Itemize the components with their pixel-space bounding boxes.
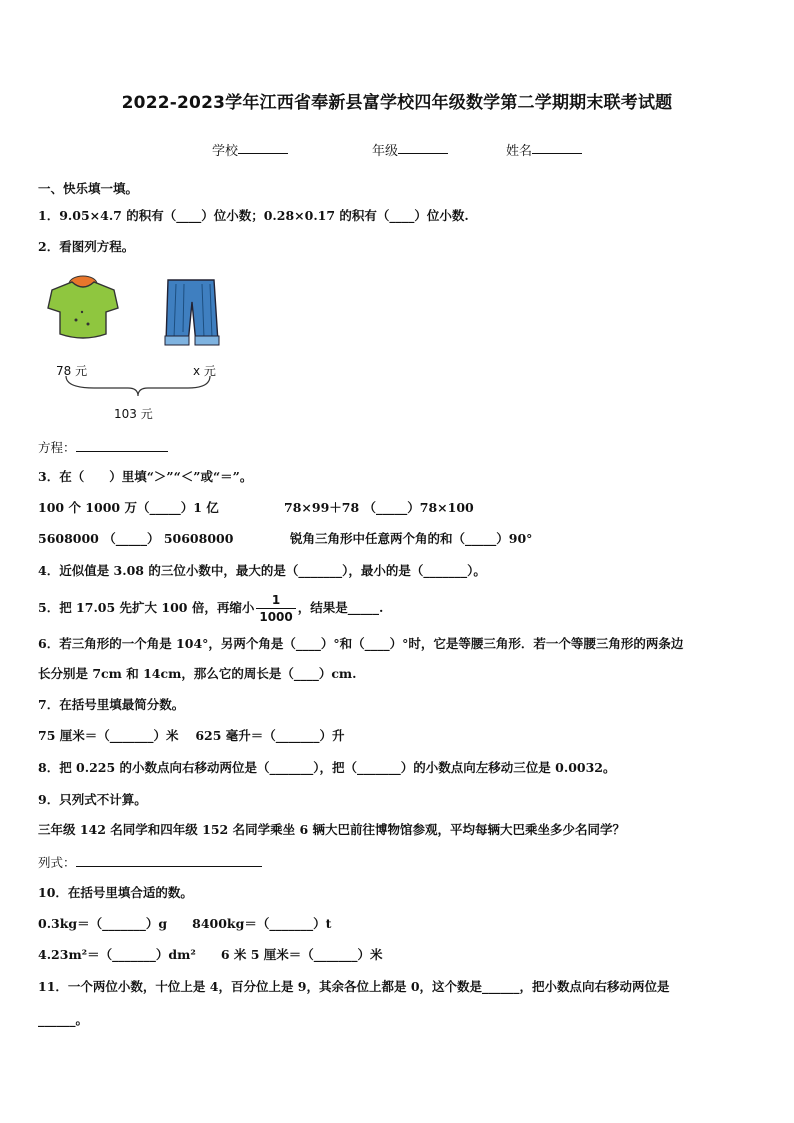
question-5 <box>38 590 383 626</box>
name-field[interactable] <box>506 140 532 159</box>
pants-icon <box>165 280 219 345</box>
name-label: 姓名 <box>506 144 533 159</box>
grade-blank[interactable] <box>398 140 448 154</box>
equation-line <box>38 437 168 457</box>
grade-label: 年级 <box>372 144 399 159</box>
question-11-line2: ______。 <box>38 1012 89 1027</box>
school-field[interactable] <box>212 140 238 159</box>
total-brace <box>66 376 210 396</box>
school-label: 学校 <box>212 144 239 159</box>
question-10-row2: 4.23m²＝（_______）dm² 6 米 5 厘米＝（_______）米 <box>38 947 383 962</box>
fraction-denominator: 1000 <box>259 610 293 624</box>
question-7-row: 75 厘米＝（_______）米 625 毫升＝（_______）升 <box>38 728 345 743</box>
question-1: 1．9.05×4.7 的积有（____）位小数；0.28×0.17 的积有（____）位小数. <box>38 208 469 223</box>
fraction <box>256 592 295 625</box>
page-title: 2022-2023学年江西省奉新县富学校四年级数学第二学期期末联考试题 <box>121 93 673 113</box>
question-4: 4．近似值是 3.08 的三位小数中，最大的是（_______），最小的是（_______）。 <box>38 563 486 578</box>
question-10: 10．在括号里填合适的数。 <box>38 885 193 900</box>
question-3-row1-left: 100 个 1000 万（_____）1 亿 <box>38 500 219 515</box>
question-6-line2: 长分别是 7cm 和 14cm，那么它的周长是（____）cm. <box>38 666 357 681</box>
question-9-problem: 三年级 142 名同学和四年级 152 名同学乘坐 6 辆大巴前往博物馆参观，平均每辆大巴乘坐多少名同学？ <box>38 822 625 837</box>
question-9: 9．只列式不计算。 <box>38 792 147 807</box>
question-5-before: 5．把 17.05 先扩大 100 倍，再缩小 <box>38 600 255 615</box>
question-5-after: ，结果是_____. <box>297 600 384 615</box>
question-2-figure <box>38 272 238 432</box>
question-7: 7．在括号里填最简分数。 <box>38 697 185 712</box>
question-11-line1: 11．一个两位小数，十位上是 4，百分位上是 9，其余各位上都是 0，这个数是______，把小数点向右移动两位是 <box>38 979 670 994</box>
question-2: 2．看图列方程。 <box>38 239 135 254</box>
equation-blank[interactable] <box>76 437 168 452</box>
question-3-row2-right: 锐角三角形中任意两个角的和（_____）90° <box>290 531 533 546</box>
question-3: 3．在（ ）里填“＞”“＜”或“＝”。 <box>38 469 253 484</box>
total-price-label: 103 元 <box>114 407 153 421</box>
student-info-row <box>0 140 794 160</box>
question-8: 8．把 0.225 的小数点向右移动两位是（_______），把（_______）的小数点向左移动三位是 0.0032。 <box>38 760 616 775</box>
formula-blank[interactable] <box>76 852 262 867</box>
school-blank[interactable] <box>238 140 288 154</box>
question-10-row1: 0.3kg＝（_______）g 8400kg＝（_______）t <box>38 916 332 931</box>
name-blank[interactable] <box>532 140 582 154</box>
question-6-line1: 6．若三角形的一个角是 104°，另两个角是（____）°和（____）°时，它是等腰三角形．若一个等腰三角形的两条边 <box>38 636 684 651</box>
fraction-numerator: 1 <box>256 592 295 609</box>
shirt-icon <box>48 276 118 338</box>
grade-field[interactable] <box>372 140 398 159</box>
formula-line <box>38 852 262 872</box>
pants-price-label: x 元 <box>193 364 216 378</box>
shirt-price-label: 78 元 <box>56 364 88 378</box>
equation-label: 方程： <box>38 440 76 455</box>
formula-label: 列式： <box>38 855 76 870</box>
question-3-row2-left: 5608000 （_____） 50608000 <box>38 531 234 546</box>
section-heading: 一、快乐填一填。 <box>38 181 139 196</box>
question-3-row1-right: 78×99＋78 （_____）78×100 <box>284 500 474 515</box>
